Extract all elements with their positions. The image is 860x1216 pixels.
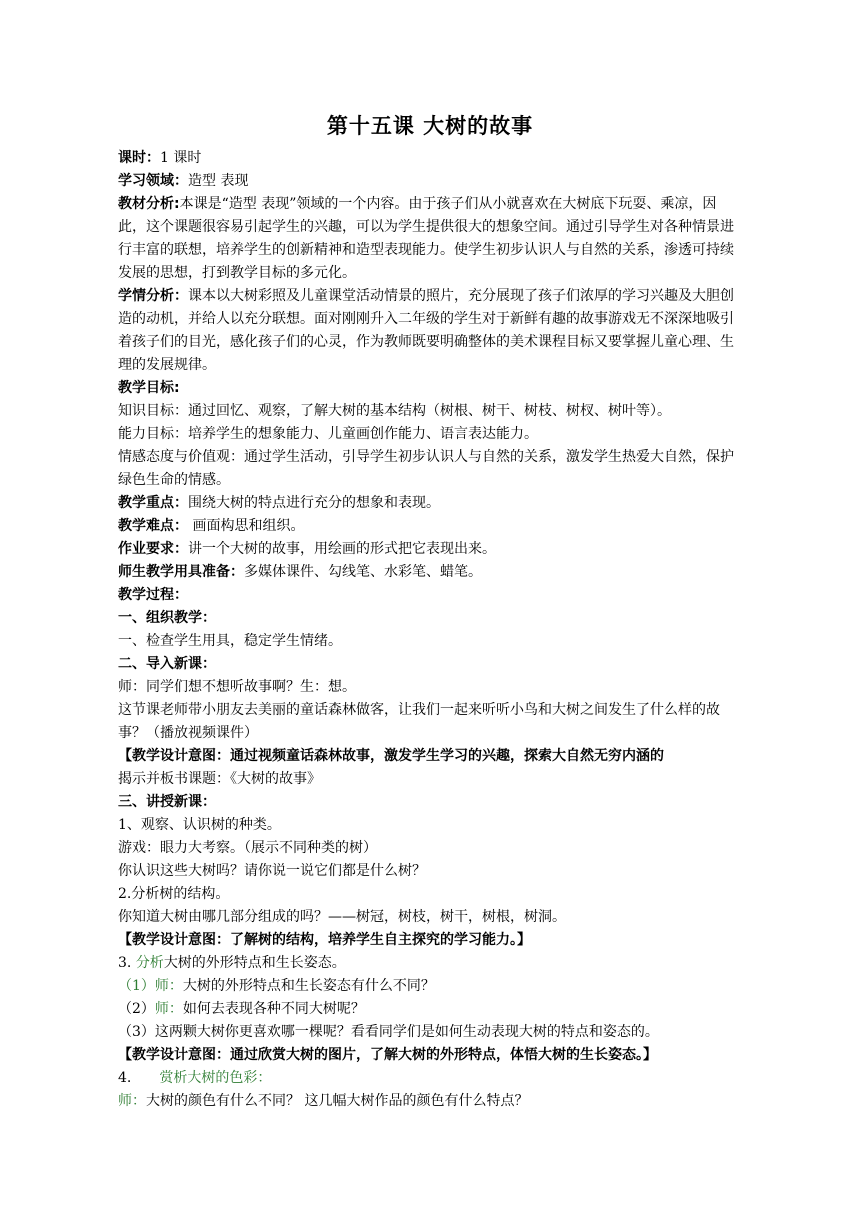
section-label: 作业要求： (118, 541, 188, 557)
section-label: 学习领域： (118, 173, 188, 189)
document-line (118, 837, 742, 860)
section-label: 教学难点： (118, 518, 188, 534)
document-line (118, 676, 742, 699)
document-line (118, 492, 742, 515)
section-text: 这节课老师带小朋友去美丽的童话森林做客，让我们一起来听听小鸟和大树之间发生了什么样的故事？（播放视频课件） (118, 702, 720, 741)
section-text: 课本以大树彩照及儿童课堂活动情景的照片，充分展现了孩子们浓厚的学习兴趣及大胆创造的动机，并给人以充分联想。面对刚刚升入二年级的学生对于新鲜有趣的故事游戏无不深深地吸引着孩子们的目光，感化孩子们的心灵，作为教师既要明确整体的美术课程目标又要掌握儿童心理、生理的发展规律。 (118, 288, 734, 373)
section-text: 师：同学们想不想听故事啊？生：想。 (118, 679, 356, 695)
document-body (118, 147, 742, 952)
document-line (118, 745, 742, 768)
section-text: 围绕大树的特点进行充分的想象和表现。 (188, 495, 440, 511)
section-text: 情感态度与价值观：通过学生活动，引导学生初步认识人与自然的关系，激发学生热爱大自然，保护绿色生命的情感。 (118, 449, 734, 488)
document-line (118, 423, 742, 446)
section-label: 学情分析： (118, 288, 188, 304)
document-line (118, 584, 742, 607)
section-text: 本课是“造型 表现”领域的一个内容。由于孩子们从小就喜欢在大树底下玩耍、乘凉，因此，这个课题很容易引起学生的兴趣，可以为学生提供很大的想象空间。通过引导学生对各种情景进行丰富的联想，培养学生的创新精神和造型表现能力。使学生初步认识人与自然的关系，渗透可持续发展的思想，打到教学目标的多元化。 (118, 196, 734, 281)
section-label: 教材分析: (118, 196, 180, 212)
design-intent-3: 【教学设计意图：通过欣赏大树的图片，了解大树的外形特点，体悟大树的生长姿态。】 (118, 1047, 657, 1063)
document-line (118, 653, 742, 676)
section-label: 教学过程： (118, 587, 188, 603)
question-3-line: （3）这两颗大树你更喜欢哪一棵呢？看看同学们是如何生动表现大树的特点和姿态的。 (118, 1024, 659, 1040)
section-label: 教学重点： (118, 495, 188, 511)
document-line (118, 170, 742, 193)
document-line (118, 561, 742, 584)
document-line (118, 883, 742, 906)
section-text: 讲一个大树的故事，用绘画的形式把它表现出来。 (188, 541, 496, 557)
question-2-line: （2）师：如何去表现各种不同大树呢？ (118, 1001, 365, 1017)
section-text: 一、检查学生用具，稳定学生情绪。 (118, 633, 342, 649)
section-text: 知识目标：通过回忆、观察，了解大树的基本结构（树根、树干、树枝、树杈、树叶等）。 (118, 403, 671, 419)
section-text: 你认识这些大树吗？请你说一说它们都是什么树？ (118, 863, 426, 879)
section-text: 1 课时 (160, 150, 202, 166)
document-line (118, 768, 742, 791)
section-text: 1、观察、认识树的种类。 (118, 817, 281, 833)
document-line (118, 699, 742, 745)
section-text: 你知道大树由哪几部分组成的吗？——树冠，树枝，树干，树根，树洞。 (118, 909, 566, 925)
section-text: 游戏：眼力大考察。（展示不同种类的树） (118, 840, 377, 856)
document-line (118, 860, 742, 883)
section-text: 多媒体课件、勾线笔、水彩笔、蜡笔。 (244, 564, 482, 580)
analysis-keyword: 分析 (135, 955, 164, 971)
section-label: 一、组织教学： (118, 610, 216, 626)
analysis-shape-line: 3. 分析大树的外形特点和生长姿态。 (118, 955, 346, 971)
document-line (118, 607, 742, 630)
section-label: 课时： (118, 150, 160, 166)
document-line (118, 377, 742, 400)
document-line (118, 906, 742, 929)
page-title: 第十五课 大树的故事 (326, 114, 534, 138)
section-text: 造型 表现 (188, 173, 249, 189)
section-text: 能力目标：培养学生的想象能力、儿童画创作能力、语言表达能力。 (118, 426, 538, 442)
section-label: 【教学设计意图：通过视频童话森林故事，激发学生学习的兴趣，探索大自然无穷内涵的 (118, 748, 664, 764)
color-analysis-line: 4. 赏析大树的色彩： (118, 1070, 272, 1086)
section-label: 师生教学用具准备： (118, 564, 244, 580)
document-line (118, 400, 742, 423)
document-line (118, 193, 742, 285)
document-line (118, 147, 742, 170)
section-text: 2.分析树的结构。 (118, 886, 230, 902)
document-line (118, 929, 742, 952)
section-text: 揭示并板书课题：《大树的故事》 (118, 771, 321, 787)
section-label: 教学目标: (118, 380, 180, 396)
document-line (118, 538, 742, 561)
section-label: 【教学设计意图：了解树的结构，培养学生自主探究的学习能力。】 (118, 932, 531, 948)
document-line (118, 814, 742, 837)
document-line (118, 515, 742, 538)
section-text: 画面构思和组织。 (188, 518, 305, 534)
question-1-line: （1）师：大树的外形特点和生长姿态有什么不同？ (118, 978, 435, 994)
section-label: 二、导入新课： (118, 656, 216, 672)
document-line (118, 446, 742, 492)
document-line (118, 285, 742, 377)
document-line (118, 791, 742, 814)
section-label: 三、讲授新课： (118, 794, 216, 810)
document-line (118, 630, 742, 653)
teacher-color-question: 师：大树的颜色有什么不同？ 这几幅大树作品的颜色有什么特点？ (118, 1093, 529, 1109)
